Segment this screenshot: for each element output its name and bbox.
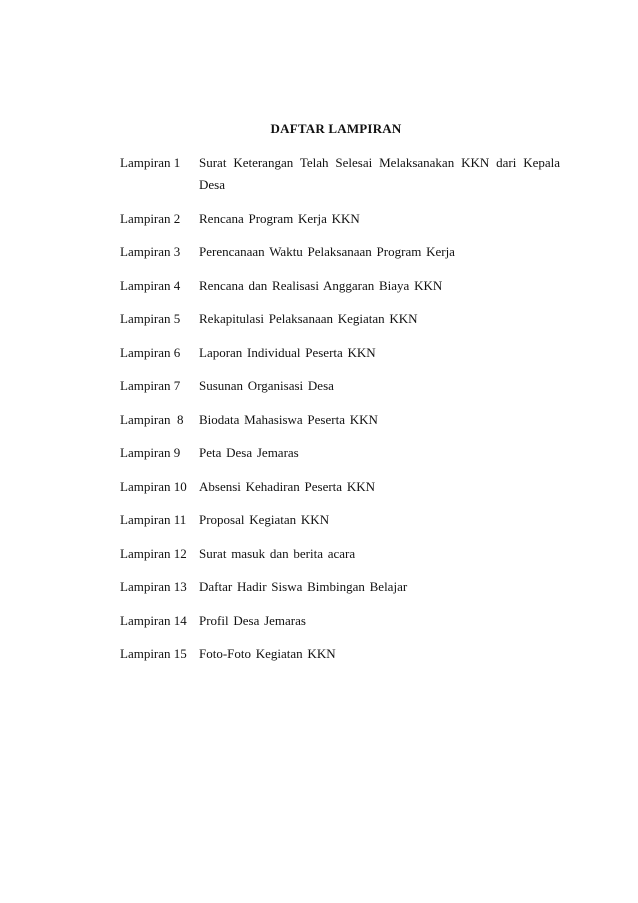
page-title: DAFTAR LAMPIRAN — [270, 121, 402, 136]
attachment-label: Lampiran 10 — [120, 478, 187, 494]
attachment-label: Lampiran 6 — [120, 344, 181, 360]
list-item — [120, 342, 560, 364]
attachment-label: Lampiran 14 — [120, 612, 187, 628]
list-item — [120, 610, 560, 632]
list-item — [120, 643, 560, 665]
attachment-description: Rencana Program Kerja KKN — [199, 210, 360, 226]
list-item — [120, 375, 560, 397]
attachment-label: Lampiran 3 — [120, 244, 181, 259]
attachment-label: Lampiran 11 — [120, 512, 187, 527]
attachment-label: Lampiran 4 — [120, 277, 181, 293]
attachment-label: Lampiran 2 — [120, 210, 181, 226]
list-item — [120, 576, 560, 598]
attachment-label: Lampiran 9 — [120, 445, 181, 460]
attachment-label: Lampiran 13 — [120, 579, 187, 594]
attachment-description: Absensi Kehadiran Peserta KKN — [199, 478, 375, 494]
list-item — [120, 543, 560, 565]
list-item — [120, 409, 560, 431]
attachment-label: Lampiran 7 — [120, 378, 181, 393]
list-item — [120, 308, 560, 330]
attachment-list — [120, 152, 560, 677]
list-item — [120, 476, 560, 498]
list-item — [120, 275, 560, 297]
attachment-label: Lampiran 5 — [120, 311, 181, 326]
attachment-description: Rekapitulasi Pelaksanaan Kegiatan KKN — [199, 311, 418, 326]
attachment-description: Profil Desa Jemaras — [199, 612, 306, 628]
attachment-description: Foto-Foto Kegiatan KKN — [199, 646, 336, 661]
attachment-label: Lampiran 12 — [120, 545, 187, 561]
attachment-description: Proposal Kegiatan KKN — [199, 512, 330, 527]
list-item — [120, 509, 560, 531]
list-item — [120, 241, 560, 263]
list-item — [120, 152, 560, 196]
attachment-description: Peta Desa Jemaras — [199, 445, 299, 460]
attachment-label: Lampiran 8 — [120, 411, 184, 427]
attachment-description: Rencana dan Realisasi Anggaran Biaya KKN — [199, 277, 443, 293]
attachment-description: Susunan Organisasi Desa — [199, 378, 334, 393]
attachment-label: Lampiran 15 — [120, 646, 187, 661]
list-item — [120, 442, 560, 464]
attachment-description: Daftar Hadir Siswa Bimbingan Belajar — [199, 579, 408, 594]
attachment-description: Surat Keterangan Telah Selesai Melaksanakan KKN dari Kepala Desa — [199, 155, 560, 192]
attachment-description: Biodata Mahasiswa Peserta KKN — [199, 411, 378, 427]
attachment-label: Lampiran 1 — [120, 155, 181, 170]
list-item — [120, 208, 560, 230]
attachment-description: Surat masuk dan berita acara — [199, 545, 356, 561]
attachment-description: Laporan Individual Peserta KKN — [199, 344, 376, 360]
attachment-description: Perencanaan Waktu Pelaksanaan Program Kerja — [199, 244, 455, 259]
